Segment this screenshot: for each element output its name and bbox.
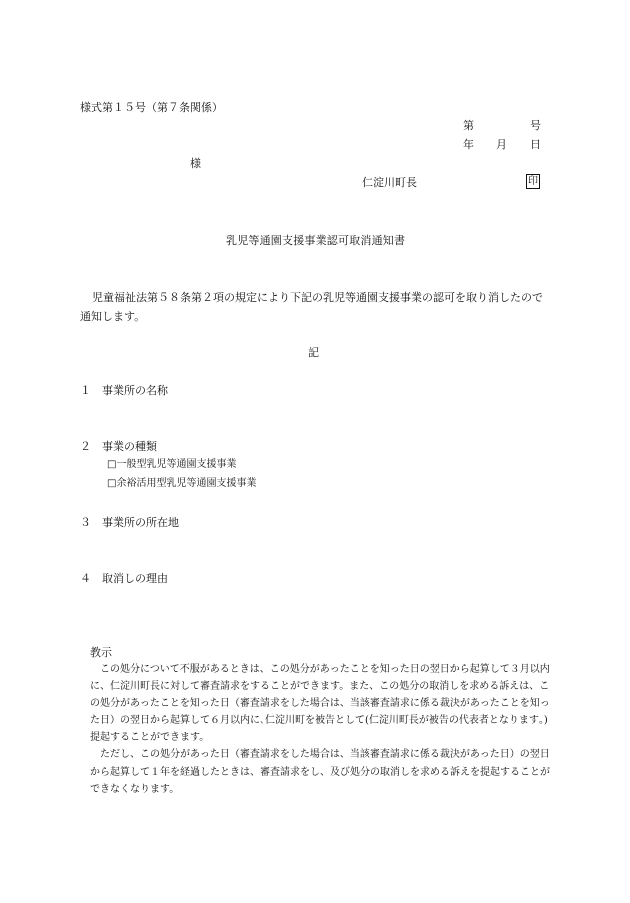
notice-line-6: ただし、この処分があった日（審査請求をした場合は、当該審査請求に係る裁決があった日）の翌日: [100, 749, 550, 760]
issuer-name: 仁淀川町長: [362, 176, 417, 189]
body-line-2: 通知します。: [80, 310, 146, 323]
seal-text: 印: [528, 176, 538, 187]
item-3-label: 事業所の所在地: [102, 516, 179, 529]
date-day: 日: [530, 138, 541, 151]
notice-line-2: に、仁淀川町長に対して審査請求をすることができます。また、この処分の取消しを求める訴えは、こ: [90, 681, 550, 692]
item-1-number: １: [80, 384, 91, 397]
notice-line-5: 提起することができます。: [90, 732, 210, 743]
document-number-suffix: 号: [530, 119, 541, 132]
notice-line-1: この処分について不服があるときは、この処分があったことを知った日の翌日から起算して３月以内: [100, 664, 550, 675]
notice-line-4: た日）の翌日から起算して６月以内に､仁淀川町を被告として(仁淀川町長が被告の代表者となります｡): [90, 715, 548, 726]
form-number: 様式第１５号（第７条関係）: [80, 101, 223, 114]
date-year: 年: [463, 138, 474, 151]
item-4-number: ４: [80, 572, 91, 585]
item-3-number: ３: [80, 516, 91, 529]
document-title: 乳児等通園支援事業認可取消通知書: [226, 234, 406, 247]
date-month: 月: [496, 138, 507, 151]
seal-mark: [526, 174, 540, 189]
notice-heading: 教示: [90, 646, 112, 659]
item-2-label: 事業の種類: [102, 440, 157, 453]
item-4-label: 取消しの理由: [102, 572, 168, 585]
checkbox-surplus-type: □余裕活用型乳児等通園支援事業: [107, 478, 257, 489]
document-number-prefix: 第: [463, 119, 474, 132]
item-2-number: ２: [80, 440, 91, 453]
notice-line-8: できなくなります。: [90, 784, 180, 795]
notice-line-7: から起算して１年を経過したときは、審査請求をし、及び処分の取消しを求める訴えを提起することが: [90, 767, 550, 778]
notice-line-3: の処分があったことを知った日（審査請求をした場合は、当該審査請求に係る裁決があったことを知っ: [90, 698, 550, 709]
item-1-label: 事業所の名称: [102, 384, 168, 397]
body-line-1: 児童福祉法第５８条第２項の規定により下記の乳児等通園支援事業の認可を取り消したので: [92, 291, 543, 304]
recipient-honorific: 様: [190, 157, 201, 170]
checkbox-general-type: □一般型乳児等通園支援事業: [107, 459, 237, 470]
ki-heading: 記: [308, 346, 319, 359]
